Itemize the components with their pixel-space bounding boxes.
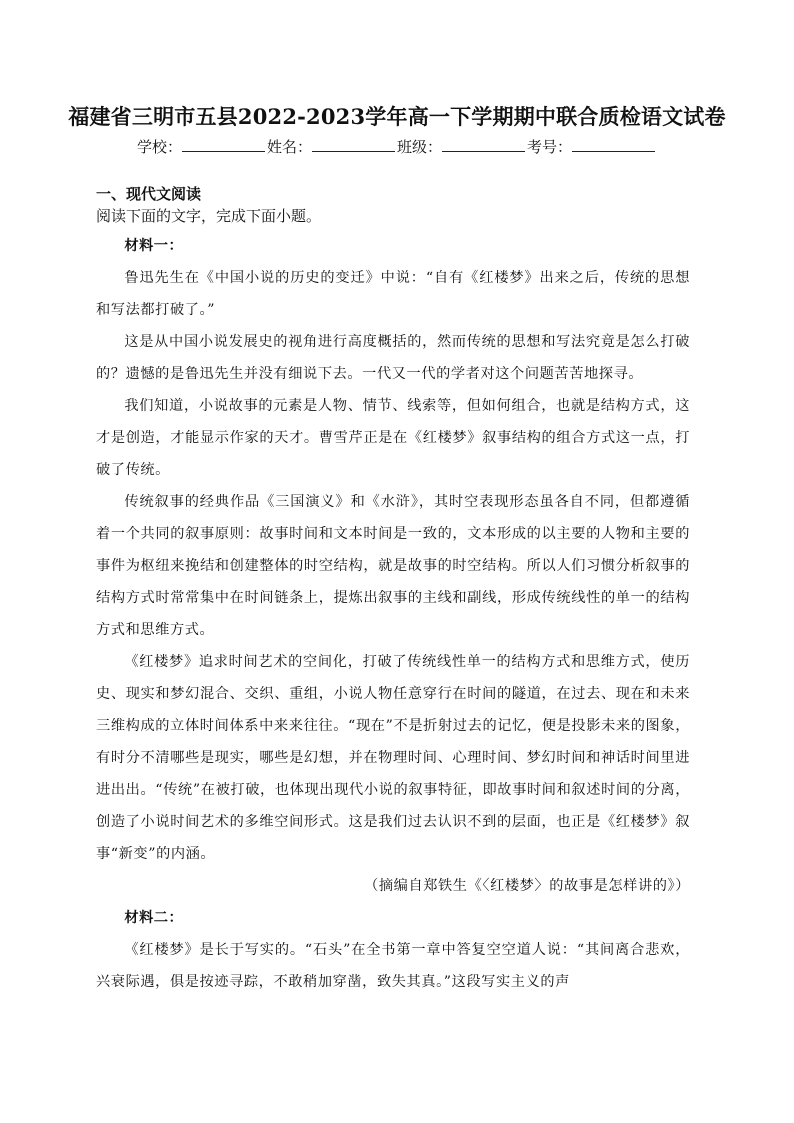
exam-title: 福建省三明市五县2022-2023学年高一下学期期中联合质检语文试卷 [68,104,726,129]
class-label: 班级： [397,138,443,156]
paragraph: 传统叙事的经典作品《三国演义》和《水浒》，其时空表现形态虽各自不同，但都遵循着一个共同的叙事原则：故事时间和文本时间是一致的，文本形成的以主要的人物和主要的事件为枢纽来挽结和创建整体的时空结构，就是故事的时空结构。所以人们习惯分析叙事的结构方式时常常集中在时间链条上，提炼出叙事的主线和副线，形成传统线性的单一的结构方式和思维方式。 [96,494,690,638]
reading-passage [96,230,690,998]
paragraph: 鲁迅先生在《中国小说的历史的变迁》中说：“自有《红楼梦》出来之后，传统的思想和写法都打破了。” [96,270,690,318]
exam-number-blank[interactable] [572,139,655,152]
class-blank[interactable] [442,139,525,152]
name-blank[interactable] [312,139,395,152]
school-blank[interactable] [182,139,265,152]
section-heading: 一、现代文阅读 [96,185,202,203]
material2-heading: 材料二： [124,910,184,926]
exam-number-label: 考号： [527,138,573,156]
student-info-line [0,136,794,157]
paragraph: 《红楼梦》追求时间艺术的空间化，打破了传统线性单一的结构方式和思维方式，使历史、现实和梦幻混合、交织、重组，小说人物任意穿行在时间的隧道，在过去、现在和未来三维构成的立体时间体系中来来往往。“现在”不是折射过去的记忆，便是投影未来的图象，有时分不清哪些是现实，哪些是幻想，并在物理时间、心理时间、梦幻时间和神话时间里进进出出。“传统”在被打破，也体现出现代小说的叙事特征，即故事时间和叙述时间的分离，创造了小说时间艺术的多维空间形式。这是我们过去认识不到的层面，也正是《红楼梦》叙事“新变”的内涵。 [96,654,690,862]
instruction: 阅读下面的文字，完成下面小题。 [96,207,322,225]
school-label: 学校： [136,138,182,156]
material1-source: （摘编自郑铁生《〈红楼梦〉的故事是怎样讲的》） [364,878,690,894]
material1-heading: 材料一： [124,238,184,254]
paragraph: 我们知道，小说故事的元素是人物、情节、线索等，但如何组合，也就是结构方式，这才是创造，才能显示作家的天才。曹雪芹正是在《红楼梦》叙事结构的组合方式这一点，打破了传统。 [96,398,690,478]
paragraph: 《红楼梦》是长于写实的。“石头”在全书第一章中答复空空道人说：“其间离合悲欢，兴衰际遇，俱是按迹寻踪，不敢稍加穿凿，致失其真。”这段写实主义的声 [96,942,690,990]
paragraph: 这是从中国小说发展史的视角进行高度概括的，然而传统的思想和写法究竟是怎么打破的？遗憾的是鲁迅先生并没有细说下去。一代又一代的学者对这个问题苦苦地探寻。 [96,334,690,382]
name-label: 姓名： [266,138,312,156]
